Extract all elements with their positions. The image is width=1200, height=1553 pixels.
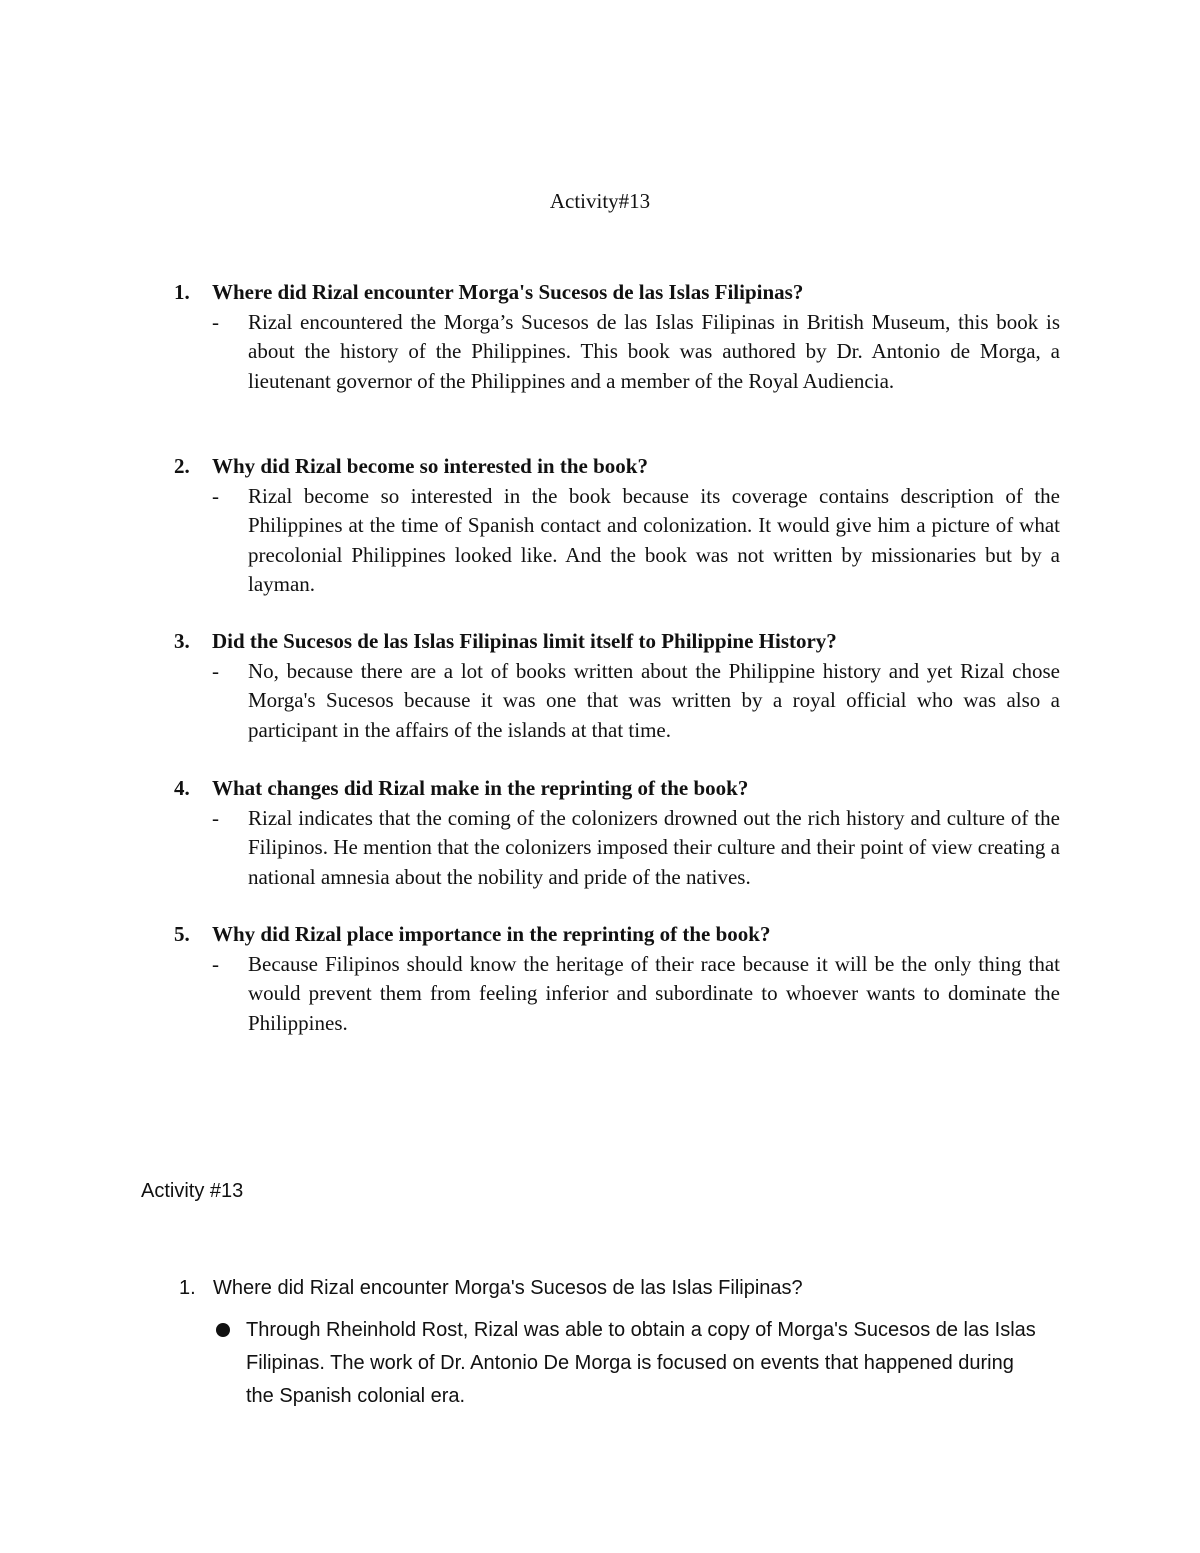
answer-text: Rizal become so interested in the book because its coverage contains description of the Philippines at the time of Spanish contact and colonization. It would give him a picture of what precolonial Philippines looked like. And the book was not written by missionaries but by a layman. (248, 483, 1060, 596)
dash-marker: - (212, 483, 219, 508)
dash-marker: - (212, 951, 219, 976)
question-heading (174, 920, 1074, 950)
answer-block (174, 950, 1074, 1039)
question-number: 4. (174, 776, 190, 800)
answer-block (174, 804, 1074, 893)
answer-text: No, because there are a lot of books written about the Philippine history and yet Rizal chose Morga's Sucesos because it was one that was written by a royal official who was also a participant in the affairs of the islands at that time. (248, 658, 1060, 742)
question-text: What changes did Rizal make in the reprinting of the book? (212, 776, 749, 800)
page-title: Activity#13 (549, 189, 651, 213)
question-text: Did the Sucesos de las Islas Filipinas limit itself to Philippine History? (212, 629, 837, 653)
question-item (174, 452, 1074, 600)
question-number: 1. (179, 1277, 196, 1299)
question-text: Why did Rizal place importance in the reprinting of the book? (212, 922, 771, 946)
dash-marker: - (212, 309, 219, 334)
question-item (174, 920, 1074, 1038)
question-number: 3. (174, 629, 190, 653)
answer-block (174, 482, 1074, 600)
answer-text: Rizal encountered the Morga’s Sucesos de las Islas Filipinas in British Museum, this book is about the history of the Philippines. This book was authored by Dr. Antonio de Morga, a lieutenant governor of the Philippines and a member of the Royal Audiencia. (248, 309, 1060, 393)
question-number: 2. (174, 454, 190, 478)
answer-block (174, 308, 1074, 397)
dash-marker: - (212, 658, 219, 683)
question-item (174, 278, 1074, 396)
answer-text: Because Filipinos should know the heritage of their race because it will be the only thing that would prevent them from feeling inferior and subordinate to whoever wants to dominate the Philippines. (248, 951, 1060, 1035)
answer-block (214, 1314, 1074, 1413)
answer-text: Rizal indicates that the coming of the colonizers drowned out the rich history and culture of the Filipinos. He mention that the colonizers imposed their culture and their point of view creating a national amnesia about the nobility and pride of the natives. (248, 805, 1060, 889)
question-text: Where did Rizal encounter Morga's Sucesos de las Islas Filipinas? (212, 280, 804, 304)
bullet-icon (214, 1314, 246, 1413)
question-heading (174, 627, 1074, 657)
question-text: Why did Rizal become so interested in the book? (212, 454, 648, 478)
question-number: 1. (174, 280, 190, 304)
question-heading (174, 774, 1074, 804)
question-item (174, 627, 1074, 745)
answer-block (174, 657, 1074, 746)
question-heading (174, 452, 1074, 482)
dash-marker: - (212, 805, 219, 830)
question-heading (179, 1274, 803, 1302)
question-text: Where did Rizal encounter Morga's Sucesos de las Islas Filipinas? (213, 1277, 803, 1299)
question-heading (174, 278, 1074, 308)
question-number: 5. (174, 922, 190, 946)
answer-text: Through Rheinhold Rost, Rizal was able to obtain a copy of Morga's Sucesos de las Islas Filipinas. The work of Dr. Antonio De Morga is focused on events that happened during the Spanish colonial era. (246, 1319, 1036, 1407)
section-title: Activity #13 (141, 1180, 244, 1202)
question-item (174, 774, 1074, 892)
